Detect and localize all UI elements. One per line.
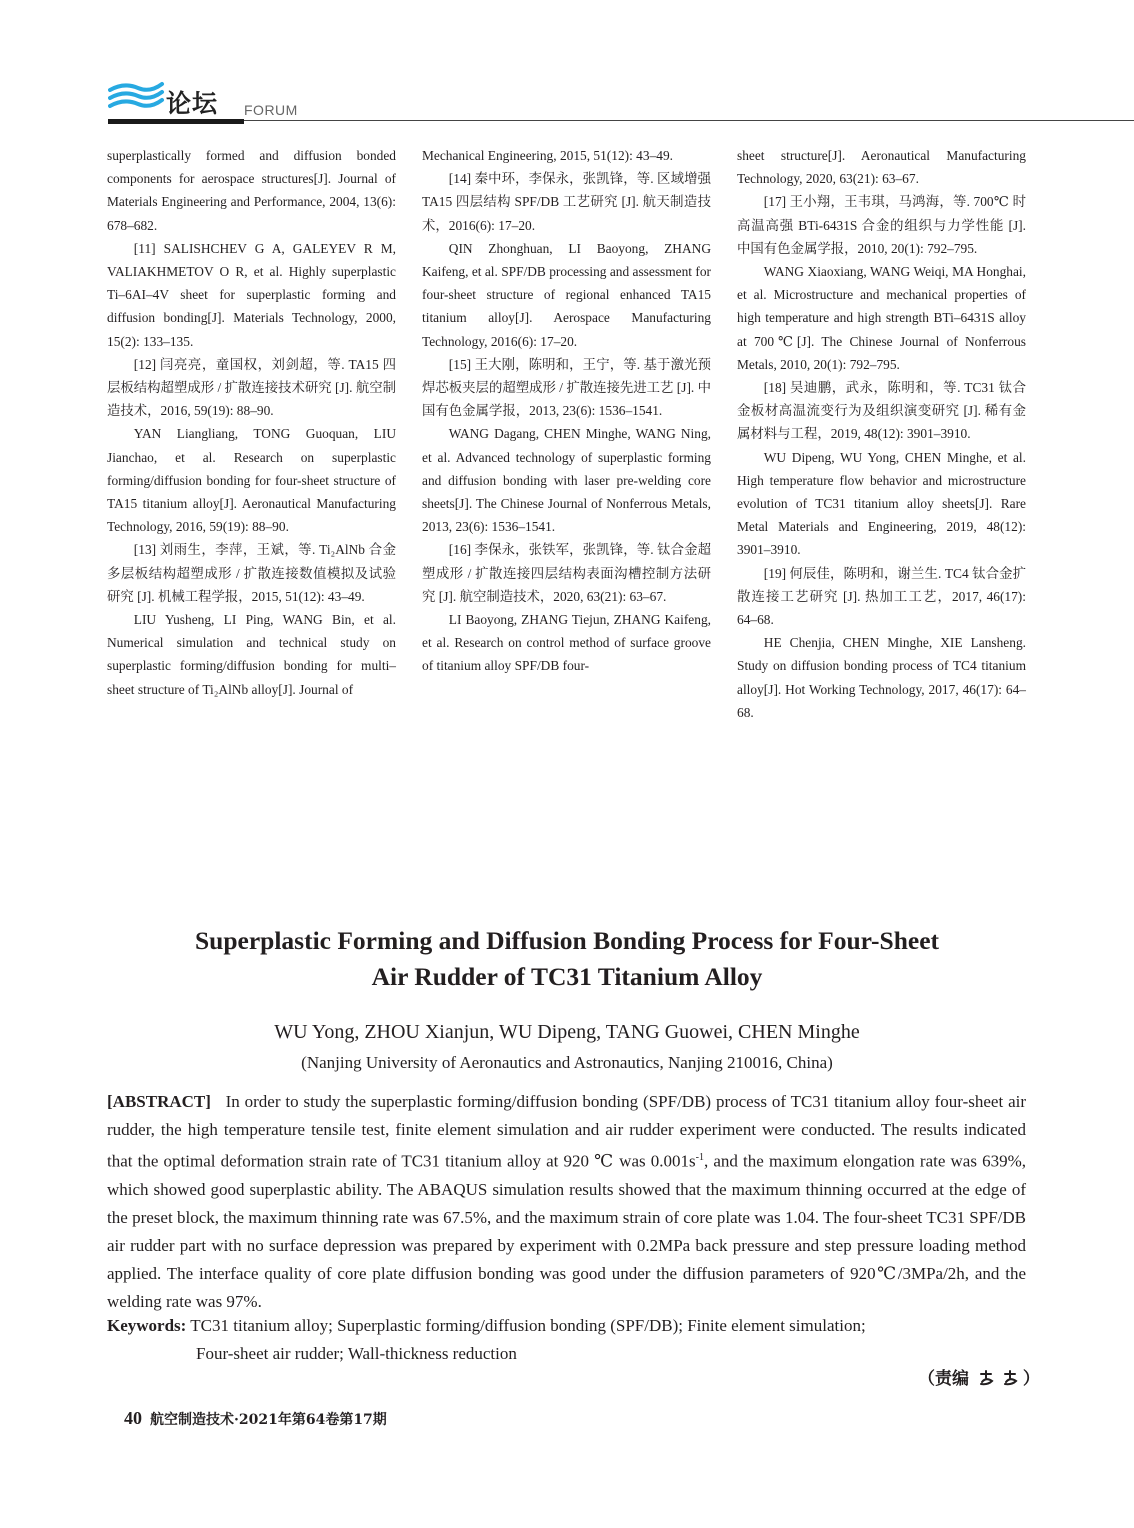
abstract-text-continued: , and the maximum elongation rate was 639%, which showed good superplastic ability. The ABAQUS simulation results showed that the maximum thinning occurred at the edge of the preset block, the maximum thinning rate was 67.5%, and the maximum strain of core plate was 1.04. The four-sheet TC31 SPF/DB air rudder part with no surface depression was prepared by experiment with 0.2MPa back pressure and step pressure loading method applied. The interface quality of core plate diffusion bonding was good under the diffusion parameters of 920℃/3MPa/2h, and the welding rate was 97%.	[107, 1151, 1026, 1311]
forum-logo-icon	[108, 80, 166, 116]
reference-entry: superplastically formed and diffusion bonded components for aerospace structures[J]. Journal of Materials Engineering and Performance, 2004, 13(6): 678–682.	[107, 148, 396, 233]
reference-entry: LIU Yusheng, LI Ping, WANG Bin, et al. Numerical simulation and technical study on superplastic forming/diffusion bonding for multi–sheet structure of Ti₂AlNb alloy[J]. Journal of	[107, 612, 396, 697]
article-title-line: Air Rudder of TC31 Titanium Alloy	[371, 962, 763, 991]
abstract-paragraph	[107, 1088, 1026, 1316]
journal-info: 航空制造技术·2021年第64卷第17期	[150, 1412, 387, 1428]
reference-entry: [11] SALISHCHEV G A, GALEYEV R M, VALIAKHMETOV O R, et al. Highly superplastic Ti–6AI–4V sheet for superplastic forming and diffusion bonding[J]. Materials Technology, 2000, 15(2): 133–135.	[107, 240, 396, 349]
keywords-line: TC31 titanium alloy; Superplastic forming/diffusion bonding (SPF/DB); Finite element simulation;	[190, 1316, 866, 1335]
reference-entry: [19] 何辰佳，陈明和，谢兰生. TC4 钛合金扩散连接工艺研究 [J]. 热加工工艺，2017, 46(17): 64–68.	[737, 565, 1026, 628]
reference-entry: HE Chenjia, CHEN Minghe, XIE Lansheng. Study on diffusion bonding process of TC4 titanium alloy[J]. Hot Working Technology, 2017, 46(17): 64–68.	[737, 635, 1026, 720]
abstract-text: In order to study the superplastic forming/diffusion bonding (SPF/DB) process of TC31 titanium alloy four-sheet air rudder, the high temperature tensile test, finite element simulation and air rudder experiment were conducted. The results indicated that the optimal deformation strain rate of TC31 titanium alloy at 920 ℃ was 0.001s	[107, 1092, 1027, 1171]
reference-entry: WU Dipeng, WU Yong, CHEN Minghe, et al. High temperature flow behavior and microstructure evolution of TC31 titanium alloy sheets[J]. Rare Metal Materials and Engineering, 2019, 48(12): 3901–3910.	[737, 449, 1026, 558]
header-rule-thick	[108, 119, 244, 124]
section-title-en: FORUM	[244, 102, 298, 118]
keywords-label: Keywords:	[107, 1316, 187, 1335]
reference-entry: [18] 吴迪鹏，武永，陈明和，等. TC31 钛合金板材高温流变行为及组织演变研究 [J]. 稀有金属材料与工程，2019, 48(12): 3901–3910.	[737, 380, 1026, 442]
reference-entry: [15] 王大刚，陈明和，王宁，等. 基于激光预焊芯板夹层的超塑成形 / 扩散连接先进工艺 [J]. 中国有色金属学报，2013, 23(6): 1536–1541.	[422, 356, 712, 419]
reference-entry: LI Baoyong, ZHANG Tiejun, ZHANG Kaifeng, et al. Research on control method of surface groove of titanium alloy SPF/DB four-	[422, 612, 711, 674]
reference-entry: Mechanical Engineering, 2015, 51(12): 43–49.	[422, 148, 674, 163]
reference-entry: WANG Dagang, CHEN Minghe, WANG Ning, et al. Advanced technology of superplastic forming and diffusion bonding with laser pre-welding core sheets[J]. The Chinese Journal of Nonferrous Metals, 2013, 23(6): 1536–1541.	[422, 426, 711, 535]
article-title	[0, 923, 1134, 995]
references-column-3	[737, 144, 1026, 724]
reference-entry: [12] 闫亮亮，童国权，刘剑超，等. TA15 四层板结构超塑成形 / 扩散连接技术研究 [J]. 航空制造技术，2016, 59(19): 88–90.	[107, 356, 397, 419]
editor-note	[918, 1365, 1040, 1393]
page-footer	[124, 1406, 387, 1432]
editor-note-close: ）	[1022, 1369, 1040, 1389]
article-authors: WU Yong, ZHOU Xianjun, WU Dipeng, TANG Guowei, CHEN Minghe	[274, 1021, 860, 1043]
section-title-cn: 论坛	[166, 89, 219, 118]
article-affiliation: (Nanjing University of Aeronautics and Astronautics, Nanjing 210016, China)	[301, 1053, 833, 1072]
references-column-2	[422, 144, 711, 678]
reference-entry: [13] 刘雨生，李萍，王斌，等. Ti₂AlNb 合金多层板结构超塑成形 / 扩散连接数值模拟及试验研究 [J]. 机械工程学报，2015, 51(12): 43–49.	[107, 542, 396, 604]
reference-entry: QIN Zhonghuan, LI Baoyong, ZHANG Kaifeng, et al. SPF/DB processing and assessment for four-sheet structure of regional enhanced TA15 titanium alloy[J]. Aerospace Manufacturing Technology, 2016(6): 17–20.	[422, 240, 711, 349]
keywords-line: Four-sheet air rudder; Wall-thickness reduction	[196, 1344, 517, 1363]
header-rule-thin	[244, 120, 1134, 121]
references-column-1	[107, 144, 396, 701]
reference-entry: [14] 秦中环，李保永，张凯锋，等. 区域增强 TA15 四层结构 SPF/DB 工艺研究 [J]. 航天制造技术，2016(6): 17–20.	[422, 171, 711, 233]
abstract-label: [ABSTRACT]	[107, 1092, 211, 1111]
abstract-superscript: -1	[695, 1152, 704, 1163]
reference-entry: [17] 王小翔，王韦琪，马鸿海，等. 700℃ 时高温高强 BTi-6431S 合金的组织与力学性能 [J]. 中国有色金属学报，2010, 20(1): 792–795.	[737, 194, 1026, 256]
reference-entry: [16] 李保永，张铁军，张凯锋，等. 钛合金超塑成形 / 扩散连接四层结构表面沟槽控制方法研究 [J]. 航空制造技术，2020, 63(21): 63–67.	[422, 542, 711, 604]
article-title-line: Superplastic Forming and Diffusion Bonding Process for Four-Sheet	[194, 926, 940, 955]
reference-entry: sheet structure[J]. Aeronautical Manufacturing Technology, 2020, 63(21): 63–67.	[737, 148, 1026, 187]
reference-entry: WANG Xiaoxiang, WANG Weiqi, MA Honghai, et al. Microstructure and mechanical properties of high temperature and high strength BTi–6431S alloy at 700℃[J]. The Chinese Journal of Nonferrous Metals, 2010, 20(1): 792–795.	[737, 264, 1026, 372]
page-number: 40	[124, 1408, 142, 1428]
keywords	[107, 1312, 1026, 1340]
editor-name-glyph	[975, 1369, 1023, 1387]
page-header	[0, 0, 1134, 130]
editor-note-open: （责编	[918, 1369, 969, 1389]
reference-entry: YAN Liangliang, TONG Guoquan, LIU Jianchao, et al. Research on superplastic forming/diffusion bonding for four-sheet structure of TA15 titanium alloy[J]. Aeronautical Manufacturing Technology, 2016, 59(19): 88–90.	[107, 426, 396, 535]
